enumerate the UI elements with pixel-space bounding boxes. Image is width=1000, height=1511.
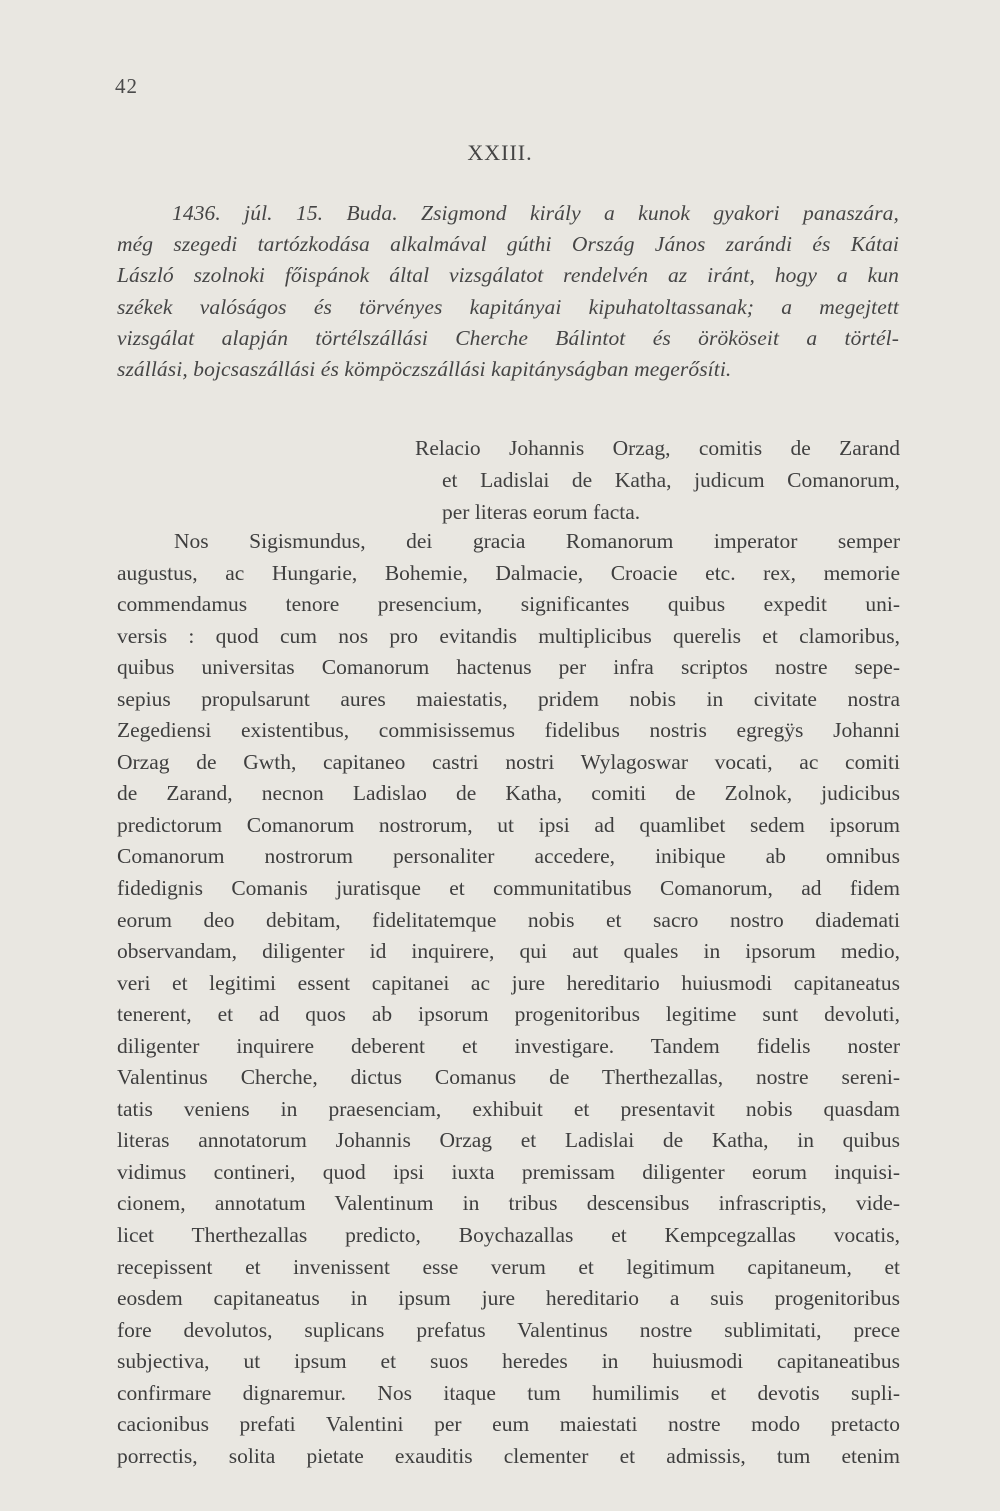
body-line: eosdem capitaneatus in ipsum jure hereditario a suis progenitoribus: [117, 1286, 900, 1311]
body-line: Zegediensi existentibus, commisissemus fidelibus nostris egregÿs Johanni: [117, 718, 900, 743]
body-line: sepius propulsarunt aures maiestatis, pridem nobis in civitate nostra: [117, 686, 900, 711]
body-line: quibus universitas Comanorum hactenus per infra scriptos nostre sepe-: [117, 655, 900, 680]
relacio-note: [415, 432, 900, 528]
body-line: fore devolutos, suplicans prefatus Valentinus nostre sublimitati, prece: [117, 1317, 900, 1342]
body-line: predictorum Comanorum nostrorum, ut ipsi ad quamlibet sedem ipsorum: [117, 812, 900, 837]
body-line: licet Therthezallas predicto, Boychazallas et Kempcegzallas vocatis,: [117, 1223, 900, 1248]
body-line: Orzag de Gwth, capitaneo castri nostri Wylagoswar vocati, ac comiti: [117, 749, 900, 774]
charter-body-text: [117, 526, 900, 1472]
body-line: eorum deo debitam, fidelitatemque nobis et sacro nostro diademati: [117, 907, 900, 932]
body-line: subjectiva, ut ipsum et suos heredes in huiusmodi capitaneatibus: [117, 1349, 900, 1374]
section-numeral: XXIII.: [467, 140, 533, 165]
body-line: veri et legitimi essent capitanei ac jure hereditario huiusmodi capitaneatus: [117, 970, 900, 995]
body-line: tatis veniens in praesenciam, exhibuit et presentavit nobis quasdam: [117, 1096, 900, 1121]
body-line: de Zarand, necnon Ladislao de Katha, comiti de Zolnok, judicibus: [117, 781, 900, 806]
regest-line: székek valóságos és törvényes kapitányai kipuhatoltassanak; a megejtett: [117, 294, 899, 319]
body-line: cionem, annotatum Valentinum in tribus descensibus infrascriptis, vide-: [117, 1191, 900, 1216]
body-line: Nos Sigismundus, dei gracia Romanorum imperator semper: [174, 529, 900, 553]
body-line: vidimus contineri, quod ipsi iuxta premissam diligenter eorum inquisi-: [117, 1159, 900, 1184]
regest-line: szállási, bojcsaszállási és kömpöczszállási kapitányságban megerősíti.: [117, 356, 732, 381]
note-line: et Ladislai de Katha, judicum Comanorum,: [442, 468, 900, 492]
body-line: commendamus tenore presencium, significantes quibus expedit uni-: [117, 592, 900, 617]
page-number: 42: [115, 74, 138, 98]
regest-line: még szegedi tartózkodása alkalmával gúthi Ország János zarándi és Kátai: [117, 232, 899, 257]
body-line: tenerent, et ad quos ab ipsorum progenitoribus legitime sunt devoluti,: [117, 1002, 900, 1027]
body-line: literas annotatorum Johannis Orzag et Ladislai de Katha, in quibus: [117, 1128, 900, 1153]
regest-summary: [117, 198, 899, 385]
body-line: fidedignis Comanis juratisque et communitatibus Comanorum, ad fidem: [117, 876, 900, 901]
body-line: Valentinus Cherche, dictus Comanus de Therthezallas, nostre sereni-: [117, 1065, 900, 1090]
body-line: diligenter inquirere deberent et investigare. Tandem fidelis noster: [117, 1033, 900, 1058]
body-line: porrectis, solita pietate exauditis clementer et admissis, tum etenim: [117, 1443, 900, 1468]
note-line: per literas eorum facta.: [442, 500, 641, 524]
body-line: confirmare dignaremur. Nos itaque tum humilimis et devotis supli-: [117, 1380, 900, 1405]
body-line: versis : quod cum nos pro evitandis multiplicibus querelis et clamoribus,: [117, 623, 900, 648]
body-line: cacionibus prefati Valentini per eum maiestati nostre modo pretacto: [117, 1412, 900, 1437]
body-line: recepissent et invenissent esse verum et legitimum capitaneum, et: [117, 1254, 900, 1279]
body-line: observandam, diligenter id inquirere, qui aut quales in ipsorum medio,: [117, 939, 900, 964]
body-line: Comanorum nostrorum personaliter accedere, inibique ab omnibus: [117, 844, 900, 869]
note-line: Relacio Johannis Orzag, comitis de Zarand: [415, 436, 900, 460]
regest-line: 1436. júl. 15. Buda. Zsigmond király a kunok gyakori panaszára,: [172, 201, 899, 225]
body-line: augustus, ac Hungarie, Bohemie, Dalmacie, Croacie etc. rex, memorie: [117, 560, 900, 585]
regest-line: vizsgálat alapján törtélszállási Cherche Bálintot és örököseit a törtél-: [117, 325, 899, 350]
regest-line: László szolnoki főispánok által vizsgálatot rendelvén az iránt, hogy a kun: [117, 263, 899, 288]
